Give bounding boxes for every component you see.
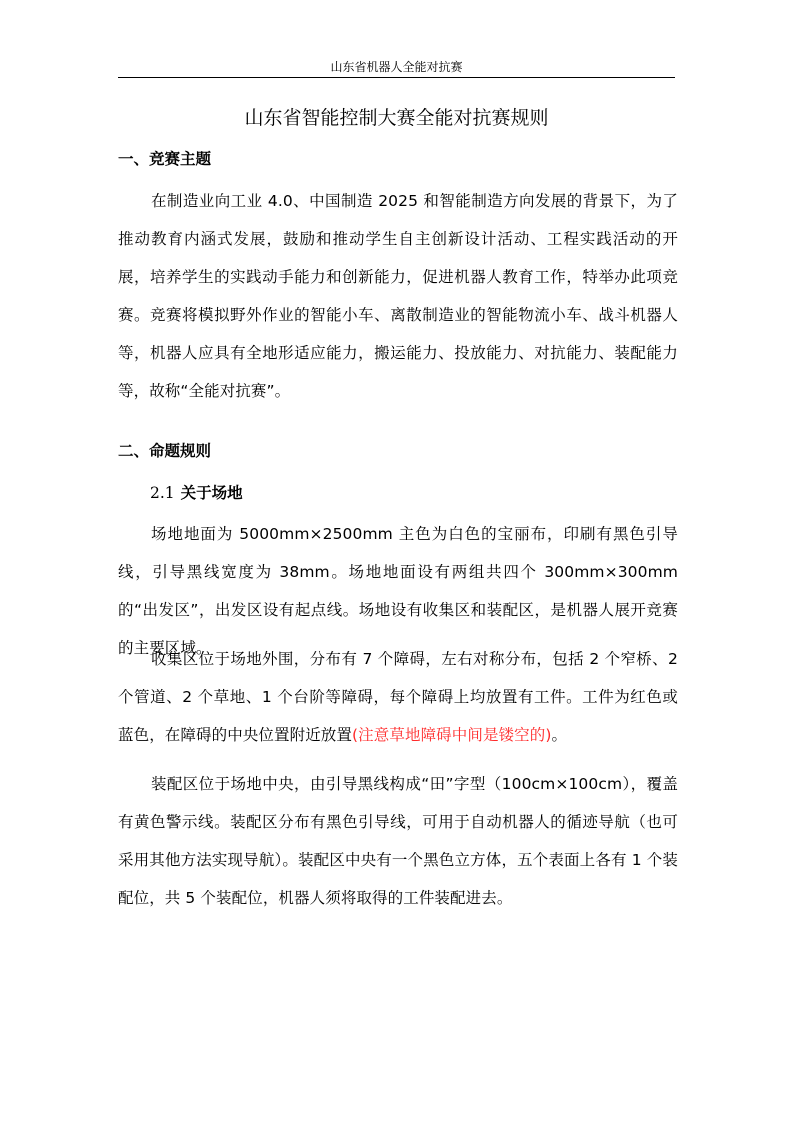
site-floor-paragraph: 场地地面为 5000mm×2500mm 主色为白色的宝丽布，印刷有黑色引导线，引导黑线宽度为 38mm。场地地面设有两组共四个 300mm×300mm 的“出发区”，出发区设有起点线。场地设有收集区和装配区，是机器人展开竞赛的主要区域。 [118, 525, 678, 657]
subsection-number: 2.1 [150, 484, 175, 502]
header-divider [118, 77, 675, 78]
grass-obstacle-note: (注意草地障碍中间是镂空的) [352, 726, 552, 744]
assembly-area-paragraph: 装配区位于场地中央，由引导黑线构成“田”字型（100cm×100cm），覆盖有黄色警示线。装配区分布有黑色引导线，可用于自动机器人的循迹导航（也可采用其他方法实现导航）。装配区中央有一个黑色立方体，五个表面上各有 1 个装配位，共 5 个装配位，机器人须将取得的工件装配进去。 [118, 775, 678, 907]
collection-area-end: 。 [551, 726, 568, 744]
subsection-title: 关于场地 [180, 484, 243, 502]
running-header: 山东省机器人全能对抗赛 [330, 60, 463, 74]
collection-area-text: 收集区位于场地外围，分布有 7 个障碍，左右对称分布，包括 2 个窄桥、2 个管道、2 个草地、1 个台阶等障碍，每个障碍上均放置有工件。工件为红色或蓝色，在障碍的中央位置附近放置 [118, 650, 678, 744]
collection-area-paragraph [118, 640, 678, 754]
subsection-2-1-heading [150, 482, 243, 504]
section-1-paragraph: 在制造业向工业 4.0、中国制造 2025 和智能制造方向发展的背景下，为了推动教育内涵式发展，鼓励和推动学生自主创新设计活动、工程实践活动的开展，培养学生的实践动手能力和创新能力，促进机器人教育工作，特举办此项竞赛。竞赛将模拟野外作业的智能小车、离散制造业的智能物流小车、战斗机器人等，机器人应具有全地形适应能力，搬运能力、投放能力、对抗能力、装配能力等，故称“全能对抗赛”。 [118, 192, 678, 400]
section-1-heading: 一、竞赛主题 [118, 150, 212, 168]
section-2-heading: 二、命题规则 [118, 442, 212, 460]
document-title: 山东省智能控制大赛全能对抗赛规则 [244, 107, 549, 129]
